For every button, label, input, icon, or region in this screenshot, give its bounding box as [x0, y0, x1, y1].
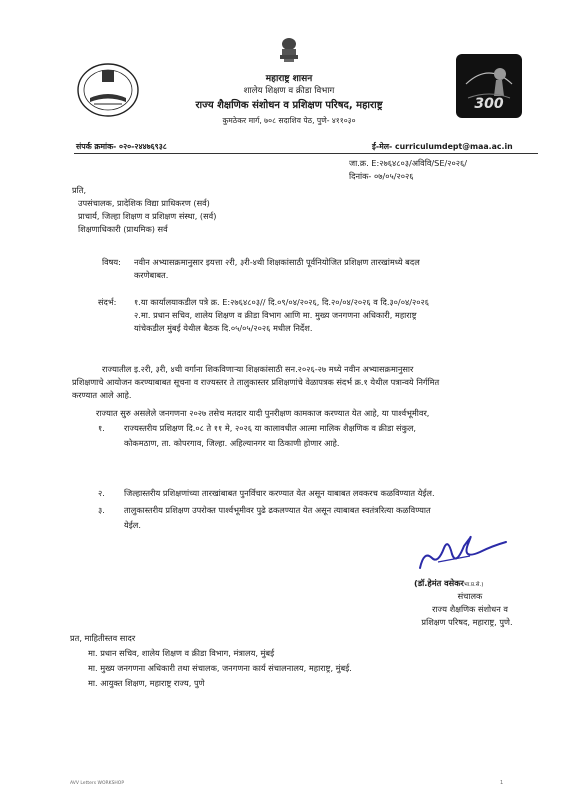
body-line-2: प्रशिक्षणाचे आयोजन करण्याबाबत सूचना व राज्यस्तर ते तालुकास्तर प्रशिक्षणांचे वेळापत्रक संदर्भ क्र.१ येथील पत्रान्वये निर्गमित — [72, 377, 440, 387]
org-address: कुमठेकर मार्ग, ७०८ सदाशिव पेठ, पुणे- ४११०३० — [222, 116, 356, 125]
header-divider — [74, 153, 538, 154]
signatory-title: संचालक — [457, 591, 483, 601]
cc-line-1: मा. प्रधान सचिव, शालेय शिक्षण व क्रीडा विभाग, मंत्रालय, मुंबई — [88, 648, 275, 658]
anniversary-number: 300 — [474, 96, 504, 112]
cc-line-3: मा. आयुक्त शिक्षण, महाराष्ट्र राज्य, पुणे — [88, 678, 205, 688]
subject-line-2: करणेबाबत. — [134, 270, 169, 280]
signatory-name-text: (डॉ.हेमंत वसेकर — [414, 578, 464, 588]
email-line — [372, 141, 513, 152]
point-2-line-1: जिल्हास्तरीय प्रशिक्षणांच्या तारखांबाबत पुनर्विचार करण्यात येत असून याबाबत लवकरच कळविण्यात येईल. — [124, 488, 435, 498]
dept-name: शालेय शिक्षण व क्रीडा विभाग — [243, 86, 335, 96]
recipient-1: उपसंचालक, प्रादेशिक विद्या प्राधिकरण (सर्व) — [78, 198, 210, 208]
body-line-3: करण्यात आले आहे. — [72, 390, 132, 400]
body-line-4: राज्यात सुरु असलेले जनगणना २०२७ तसेच मतदार यादी पुनरीक्षण कामकाज करण्यात येत आहे, या पार्श्वभूमीवर, — [96, 408, 430, 418]
recipient-3: शिक्षणाधिकारी (प्राथमिक) सर्व — [78, 224, 168, 234]
cc-label: प्रत, माहितीस्तव सादर — [70, 633, 136, 643]
reference-number: जा.क्र. E:२७६४८०३/अविवि/SE/२०२६/ — [349, 158, 468, 168]
recipient-2: प्राचार्य, जिल्हा शिक्षण व प्रशिक्षण संस्था, (सर्व) — [78, 211, 217, 221]
point-1-line-2: कोकमठाण, ता. कोपरगाव, जिल्हा. अहिल्यानगर या ठिकाणी होणार आहे. — [124, 438, 340, 448]
point-3-number: ३. — [98, 505, 105, 515]
to-label: प्रति, — [72, 185, 87, 195]
signatory-suffix: भा.प्र.से.) — [463, 582, 484, 588]
footer-text: AVV Letters WORKSHOP — [70, 781, 125, 786]
org-name: राज्य शैक्षणिक संशोधन व प्रशिक्षण परिषद, महाराष्ट्र — [195, 100, 383, 111]
point-3-line-1: तालुकास्तरीय प्रशिक्षण उपरोक्त पार्श्वभूमीवर पुढे ढकलण्यात येत असून त्याबाबत स्वतंत्ररित्या कळविण्यात — [124, 505, 431, 515]
anniversary-logo — [456, 54, 522, 118]
point-1-line-1: राज्यस्तरीय प्रशिक्षण दि.०८ ते ११ मे, २०२६ या कालावधीत आत्मा मालिक शैक्षणिक व क्रीडा संकुल, — [124, 423, 417, 433]
signature — [410, 528, 510, 574]
cc-line-2: मा. मुख्य जनगणना अधिकारी तथा संचालक, जनगणना कार्य संचालनालय, महाराष्ट्र, मुंबई. — [88, 663, 352, 673]
national-emblem-icon — [278, 36, 300, 64]
gov-name: महाराष्ट्र शासन — [265, 74, 313, 84]
phone-line: संपर्क क्रमांक- ०२०-२४४७६९३८ — [76, 142, 167, 151]
signatory-org-2: प्रशिक्षण परिषद, महाराष्ट्र, पुणे. — [421, 617, 513, 627]
subject-line-1: नवीन अभ्यासक्रमानुसार इयत्ता २री, ३री-४थी शिक्षकांसाठी पूर्वनियोजित प्रशिक्षण तारखांमध्ये बदल — [134, 257, 420, 267]
signatory-name — [414, 578, 483, 591]
signatory-org-1: राज्य शैक्षणिक संशोधन व — [432, 604, 508, 614]
reference-line-2: २.मा. प्रधान सचिव, शालेय शिक्षण व क्रीडा विभाग आणि मा. मुख्य जनगणना अधिकारी, महाराष्ट्र — [134, 310, 417, 320]
letter-date: दिनांक- ०७/०५/२०२६ — [349, 171, 414, 181]
page-number: 1 — [500, 780, 504, 786]
scert-logo — [76, 62, 140, 118]
subject-label: विषय: — [102, 257, 121, 267]
body-line-1: राज्यातील इ.२री, ३री, ४थी वर्गाना शिकविणाऱ्या शिक्षकांसाठी सन.२०२६-२७ मध्ये नवीन अभ्यासक्रमानुसार — [102, 364, 414, 374]
point-1-number: १. — [98, 423, 105, 433]
point-3-line-2: येईल. — [124, 520, 141, 530]
reference-label: संदर्भ: — [98, 297, 117, 307]
reference-line-1: १.या कार्यालयाकडील पत्रे क्र. E:२७६४८०३// दि.०९/०४/२०२६, दि.२०/०४/२०२६ व दि.३०/०४/२०२६ — [134, 297, 429, 307]
email-text: ई-मेल- curriculumdept@maa.ac.in — [372, 142, 513, 151]
reference-line-3: यांचेकडील मुंबई येथील बैठक दि.०५/०५/२०२६ मधील निर्देश. — [134, 323, 313, 333]
point-2-number: २. — [98, 488, 105, 498]
